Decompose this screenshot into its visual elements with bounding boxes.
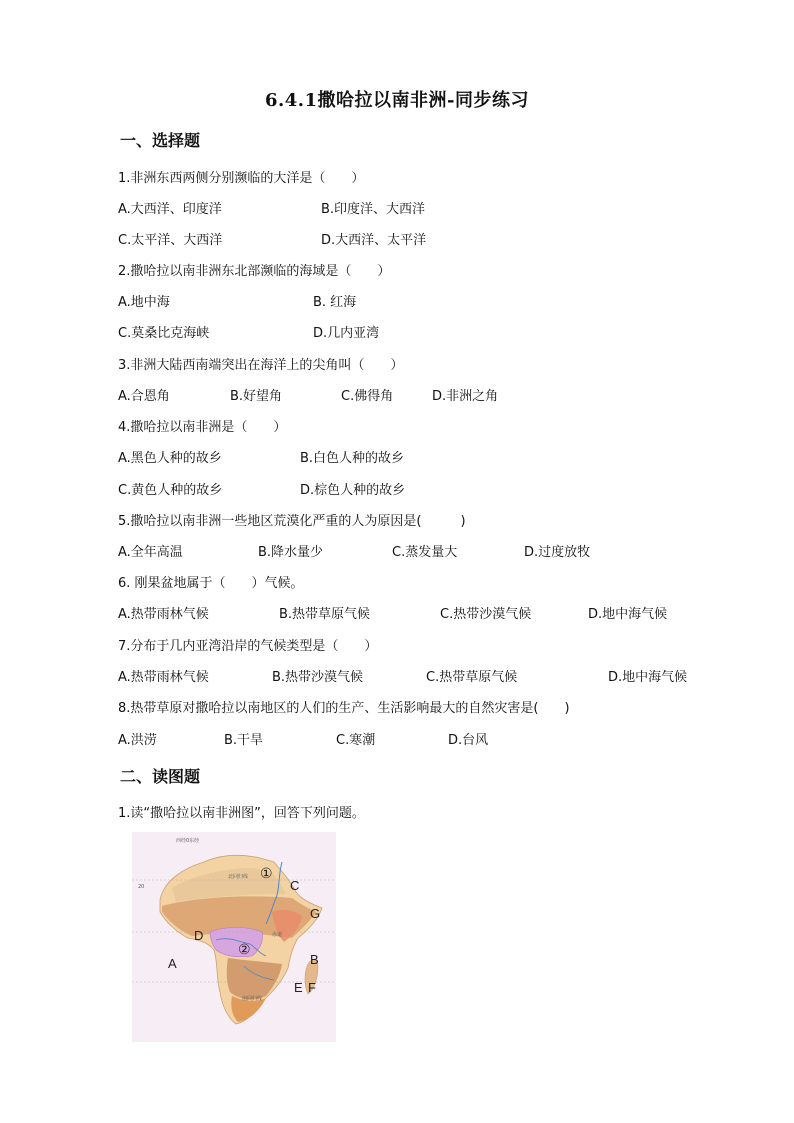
reading-question-1: 1.读“撒哈拉以南非洲图”，回答下列问题。 — [118, 806, 365, 821]
africa-map — [132, 832, 336, 1042]
q4-option-b: B.白色人种的故乡 — [300, 451, 405, 466]
question-4: 4.撒哈拉以南非洲是（ ） — [118, 420, 287, 435]
q1-option-b: B.印度洋、大西洋 — [321, 202, 426, 217]
q3-option-c: C.佛得角 — [341, 389, 394, 404]
question-6: 6. 刚果盆地属于（ ）气候。 — [118, 576, 304, 591]
q5-option-a: A.全年高温 — [118, 545, 183, 560]
q8-option-c: C.寒潮 — [336, 733, 376, 748]
page-title: 6.4.1撒哈拉以南非洲-同步练习 — [264, 90, 530, 111]
q8-option-d: D.台风 — [448, 733, 489, 748]
map-tiny-meridian: 西经0东经 — [176, 838, 200, 844]
q2-option-c: C.莫桑比克海峡 — [118, 326, 210, 341]
question-8: 8.热带草原对撒哈拉以南地区的人们的生产、生活影响最大的自然灾害是( ) — [118, 701, 570, 716]
map-marker-1: ① — [260, 865, 273, 881]
question-5: 5.撒哈拉以南非洲一些地区荒漠化严重的人为原因是( ) — [118, 514, 466, 529]
q6-option-c: C.热带沙漠气候 — [440, 607, 532, 622]
map-marker-2: ② — [238, 941, 251, 957]
question-3: 3.非洲大陆西南端突出在海洋上的尖角叫（ ） — [118, 358, 404, 373]
q3-option-a: A.合恩角 — [118, 389, 170, 404]
q6-option-a: A.热带雨林气候 — [118, 607, 209, 622]
q4-option-c: C.黄色人种的故乡 — [118, 483, 223, 498]
q4-option-a: A.黑色人种的故乡 — [118, 451, 222, 466]
q7-option-c: C.热带草原气候 — [426, 670, 518, 685]
section-heading-choice: 一、选择题 — [120, 131, 201, 150]
map-tiny-tropic-south: 南回归线 — [242, 996, 263, 1002]
map-label-a: A — [168, 956, 177, 971]
q2-option-d: D.几内亚湾 — [313, 326, 380, 341]
q3-option-b: B.好望角 — [230, 389, 283, 404]
map-label-d: D — [194, 928, 204, 943]
q8-option-b: B.干旱 — [224, 733, 264, 748]
map-label-b: B — [310, 952, 319, 967]
map-label-g: G — [310, 906, 321, 921]
q3-option-d: D.非洲之角 — [432, 389, 499, 404]
q2-option-b: B. 红海 — [313, 295, 357, 310]
map-tiny-degree: 20 — [138, 884, 145, 890]
q1-option-a: A.大西洋、印度洋 — [118, 202, 222, 217]
q6-option-b: B.热带草原气候 — [279, 607, 371, 622]
question-7: 7.分布于几内亚湾沿岸的气候类型是（ ） — [118, 639, 378, 654]
map-label-c: C — [290, 878, 300, 893]
map-label-f: F — [308, 980, 316, 995]
map-label-e: E — [294, 980, 303, 995]
map-tiny-equator: 赤道 — [272, 932, 283, 938]
q8-option-a: A.洪涝 — [118, 733, 157, 748]
question-2: 2.撒哈拉以南非洲东北部濒临的海域是（ ） — [118, 264, 391, 279]
q5-option-c: C.蒸发量大 — [392, 545, 458, 560]
question-1: 1.非洲东西两侧分别濒临的大洋是（ ） — [118, 171, 365, 186]
q2-option-a: A.地中海 — [118, 295, 170, 310]
q7-option-a: A.热带雨林气候 — [118, 670, 209, 685]
q6-option-d: D.地中海气候 — [588, 607, 668, 622]
q1-option-d: D.大西洋、太平洋 — [321, 233, 427, 248]
q7-option-b: B.热带沙漠气候 — [272, 670, 364, 685]
q7-option-d: D.地中海气候 — [608, 670, 688, 685]
section-heading-reading: 二、读图题 — [120, 767, 201, 786]
map-tiny-tropic-north: 北回归线 — [228, 874, 249, 880]
q4-option-d: D.棕色人种的故乡 — [300, 483, 406, 498]
q5-option-d: D.过度放牧 — [524, 545, 591, 560]
q5-option-b: B.降水量少 — [258, 545, 324, 560]
q1-option-c: C.太平洋、大西洋 — [118, 233, 223, 248]
